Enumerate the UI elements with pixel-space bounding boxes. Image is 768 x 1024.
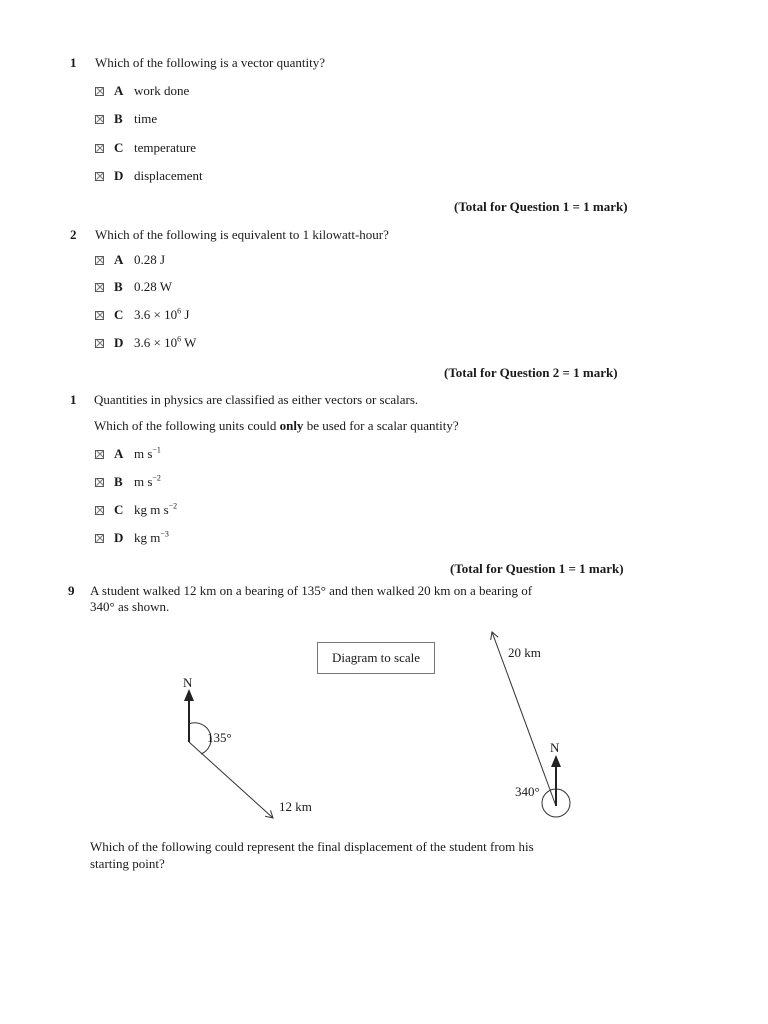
option-unit: W <box>181 335 197 350</box>
option-value: 3.6 × 10 <box>134 307 178 322</box>
exponent: 6 <box>177 334 182 344</box>
exponent: −2 <box>152 473 161 483</box>
north-label-2: N <box>550 740 560 755</box>
option-value: kg m <box>134 530 161 545</box>
north-label-1: N <box>183 675 193 690</box>
q1-text: Which of the following is a vector quantity? <box>95 55 325 70</box>
option-letter: D <box>114 530 124 545</box>
q3-text-2-after: be used for a scalar quantity? <box>303 418 459 433</box>
q1-total: (Total for Question 1 = 1 mark) <box>454 199 628 214</box>
angle-label-340: 340° <box>515 784 540 799</box>
option-text: temperature <box>134 140 197 155</box>
exponent: −2 <box>168 501 178 511</box>
q4-question-line-1: Which of the following could represent the final displacement of the student from his <box>90 839 534 854</box>
option-letter: C <box>114 140 124 155</box>
q1-number: 1 <box>70 55 77 70</box>
option-unit: J <box>181 307 190 322</box>
distance-label-12km: 12 km <box>279 799 312 814</box>
option-letter: D <box>114 168 124 183</box>
option-text: time <box>134 111 158 126</box>
option-text: 0.28 J <box>134 252 166 267</box>
option-text: 0.28 W <box>134 279 173 294</box>
exponent: −1 <box>152 445 161 455</box>
option-value: m s <box>134 474 153 489</box>
exponent: −3 <box>160 529 169 539</box>
q3-text-1: Quantities in physics are classified as either vectors or scalars. <box>94 392 419 407</box>
option-text: work done <box>134 83 190 98</box>
option-value: kg m s <box>134 502 169 517</box>
q2-text: Which of the following is equivalent to 1 kilowatt-hour? <box>95 227 389 242</box>
option-text: displacement <box>134 168 203 183</box>
north-arrow-icon <box>184 689 194 701</box>
q3-number: 1 <box>70 392 77 407</box>
option-value: 3.6 × 10 <box>134 335 178 350</box>
option-letter: A <box>114 252 124 267</box>
option-letter: B <box>114 474 123 489</box>
q4-text-line-1: A student walked 12 km on a bearing of 135° and then walked 20 km on a bearing of <box>90 583 533 598</box>
option-letter: C <box>114 502 124 517</box>
north-arrow-icon <box>551 755 561 767</box>
option-letter: D <box>114 335 124 350</box>
option-letter: B <box>114 279 123 294</box>
displacement-12km <box>189 742 273 818</box>
q3-text-2-before: Which of the following units could <box>94 418 280 433</box>
q4-text-line-2: 340° as shown. <box>90 599 170 614</box>
option-letter: A <box>114 446 124 461</box>
angle-label-135: 135° <box>207 730 232 745</box>
q2-total: (Total for Question 2 = 1 mark) <box>444 365 618 380</box>
q3-total: (Total for Question 1 = 1 mark) <box>450 561 624 576</box>
q3-text-2-bold: only <box>279 418 304 433</box>
option-value: m s <box>134 446 153 461</box>
option-letter: C <box>114 307 124 322</box>
distance-label-20km: 20 km <box>508 645 541 660</box>
q4-number: 9 <box>68 583 75 598</box>
option-letter: A <box>114 83 124 98</box>
diagram-scale-label: Diagram to scale <box>317 642 435 674</box>
exponent: 6 <box>177 306 182 316</box>
option-letter: B <box>114 111 123 126</box>
q2-number: 2 <box>70 227 77 242</box>
q4-question-line-2: starting point? <box>90 856 165 871</box>
